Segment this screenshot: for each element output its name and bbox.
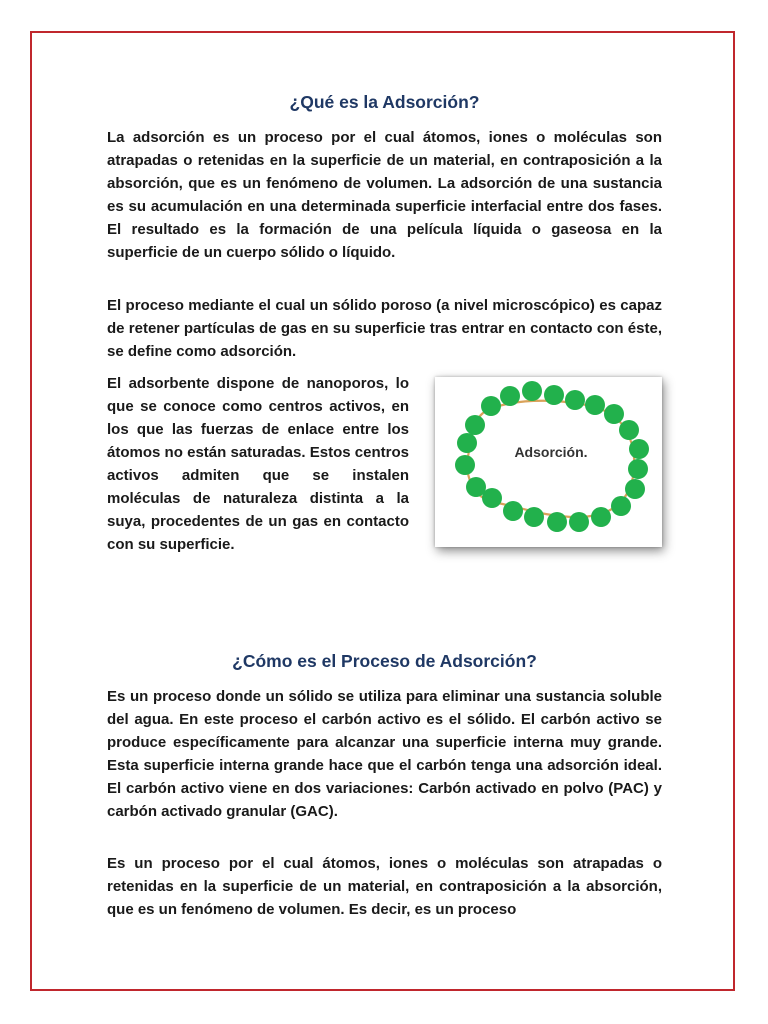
molecule-circle — [565, 390, 585, 410]
section-title-process: ¿Cómo es el Proceso de Adsorción? — [232, 651, 537, 671]
molecule-circle — [522, 381, 542, 401]
molecule-circle — [500, 386, 520, 406]
molecule-circle — [544, 385, 564, 405]
molecule-circle — [591, 507, 611, 527]
molecule-circle — [455, 455, 475, 475]
paragraph-process-continued: Es un proceso por el cual átomos, iones o moléculas son atrapadas o retenidas en la superficie de un material, en contraposición a la absorción, que es un fenómeno de volumen. Es decir, es un proceso — [107, 855, 662, 918]
paragraph-activated-carbon: Es un proceso donde un sólido se utiliza para eliminar una sustancia soluble del agua. En este proceso el carbón activo es el sólido. El carbón activo se produce específicamente para alcanzar una superficie interna muy grande. Esta superficie interna grande hace que el carbón tenga una adsorción ideal. El carbón activo viene en dos variaciones: Carbón activado en polvo (PAC) y carbón activado granular (GAC). — [107, 688, 662, 820]
paragraph-porous-solid: El proceso mediante el cual un sólido poroso (a nivel microscópico) es capaz de retener partículas de gas en su superficie tras entrar en contacto con éste, se define como adsorción. — [107, 297, 662, 360]
molecule-circle — [619, 420, 639, 440]
molecule-circle — [503, 501, 523, 521]
paragraph-definition: La adsorción es un proceso por el cual átomos, iones o moléculas son atrapadas o retenidas en la superficie de un material, en contraposición a la absorción, que es un fenómeno de volumen. La adsorción de una sustancia es su acumulación en una determinada superficie interfacial entre dos fases. El resultado es la formación de una película líquida o gaseosa en la superficie de un cuerpo sólido o líquido. — [107, 129, 662, 261]
molecule-circle — [629, 439, 649, 459]
molecule-circle — [625, 479, 645, 499]
section-title-what-is-adsorption: ¿Qué es la Adsorción? — [289, 92, 480, 112]
adsorption-figure — [435, 377, 662, 547]
figure-label: Adsorción. — [514, 444, 588, 460]
molecule-circle — [481, 396, 501, 416]
molecule-circle — [585, 395, 605, 415]
molecule-circle — [547, 512, 567, 532]
adsorption-diagram — [435, 377, 662, 547]
paragraph-active-centers: El adsorbente dispone de nanoporos, lo que se conoce como centros activos, en los que las fuerzas de enlace entre los átomos no están saturadas. Estos centros activos admiten que se instalen moléculas de naturaleza distinta a la suya, procedentes de un gas en contacto con su superficie. — [107, 375, 409, 553]
molecule-circle — [628, 459, 648, 479]
molecule-circle — [569, 512, 589, 532]
molecule-circle — [604, 404, 624, 424]
molecule-circle — [524, 507, 544, 527]
molecule-circle — [466, 477, 486, 497]
molecule-circle — [611, 496, 631, 516]
molecule-circle — [457, 433, 477, 453]
molecule-circle — [465, 415, 485, 435]
